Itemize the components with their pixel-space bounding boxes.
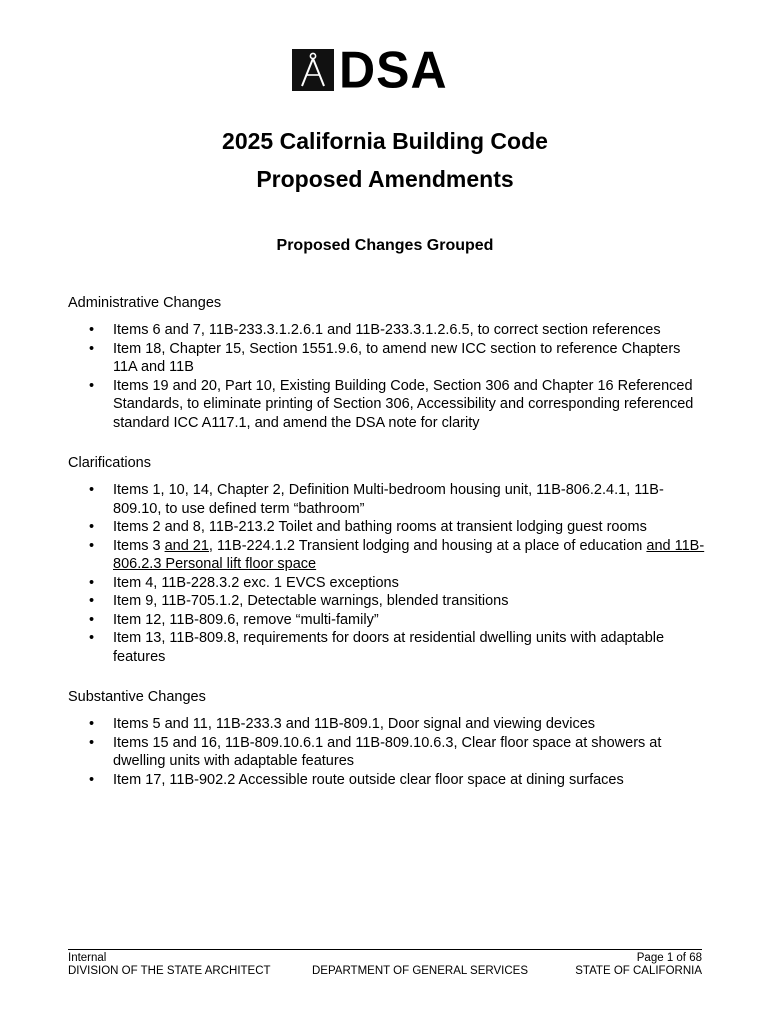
list-item: • Items 6 and 7, 11B-233.3.1.2.6.1 and 11B-233.3.1.2.6.5, to correct section references	[89, 322, 661, 338]
bullet-icon: •	[89, 340, 95, 357]
list-item: • Items 15 and 16, 11B-809.10.6.1 and 11B-809.10.6.3, Clear floor space at showers at dwelling units with adaptable features	[89, 734, 662, 769]
inserted-text: and 11B-806.2.3 Personal lift floor space	[113, 537, 705, 572]
footer-divider	[68, 949, 702, 950]
administrative-heading: Administrative Changes	[68, 295, 222, 311]
list-item: • Items 3 and 21, 11B-224.1.2 Transient lodging and housing at a place of education and 11B-806.2.3 Personal lift floor space	[89, 537, 705, 572]
bullet-icon: •	[89, 630, 95, 646]
list-item: • Item 12, 11B-809.6, remove “multi-family”	[89, 611, 379, 628]
compass-icon	[292, 49, 334, 91]
bullet-icon: •	[89, 377, 95, 394]
list-item: • Item 18, Chapter 15, Section 1551.9.6, to amend new ICC section to reference Chapters 11A and 11B	[89, 340, 681, 375]
administrative-list	[68, 321, 708, 432]
footer-state: STATE OF CALIFORNIA	[575, 965, 702, 977]
list-item: • Items 5 and 11, 11B-233.3 and 11B-809.1, Door signal and viewing devices	[89, 716, 596, 732]
list-item: • Items 1, 10, 14, Chapter 2, Definition Multi-bedroom housing unit, 11B-806.2.4.1, 11B-809.10, to use defined term “bathroom”	[89, 482, 664, 517]
inserted-text: and 21,	[164, 537, 213, 554]
bullet-icon: •	[89, 519, 95, 535]
footer-internal: Internal	[68, 952, 107, 964]
footer-page-number: Page 1 of 68	[636, 952, 702, 964]
list-item: • Items 2 and 8, 11B-213.2 Toilet and bathing rooms at transient lodging guest rooms	[89, 519, 647, 535]
bullet-icon: •	[89, 734, 95, 751]
document-title-line2: Proposed Amendments	[256, 166, 514, 192]
bullet-icon: •	[89, 716, 95, 732]
list-item: • Item 4, 11B-228.3.2 exc. 1 EVCS exceptions	[89, 574, 399, 591]
bullet-icon: •	[89, 771, 95, 788]
bullet-icon: •	[89, 482, 95, 498]
logo-text: DSA	[339, 40, 448, 100]
clarifications-heading: Clarifications	[68, 455, 151, 471]
bullet-icon: •	[89, 322, 95, 338]
footer-department: DEPARTMENT OF GENERAL SERVICES	[312, 965, 528, 977]
clarifications-list	[68, 481, 708, 666]
list-item: • Items 19 and 20, Part 10, Existing Building Code, Section 306 and Chapter 16 Referenced Standards, to eliminate printing of Section 306, Accessibility and corresponding referenced standard ICC A117.1, and amend the DSA note for clarity	[89, 377, 694, 431]
list-item: • Item 17, 11B-902.2 Accessible route outside clear floor space at dining surfaces	[89, 771, 624, 788]
bullet-icon: •	[89, 593, 95, 609]
list-item: • Item 13, 11B-809.8, requirements for doors at residential dwelling units with adaptable features	[89, 630, 665, 665]
substantive-heading: Substantive Changes	[68, 689, 206, 705]
document-subtitle: Proposed Changes Grouped	[276, 237, 494, 254]
bullet-icon: •	[89, 611, 95, 628]
bullet-icon: •	[89, 574, 95, 591]
footer-division: DIVISION OF THE STATE ARCHITECT	[68, 965, 271, 977]
list-item: • Item 9, 11B-705.1.2, Detectable warnings, blended transitions	[89, 593, 509, 609]
document-title: 2025 California Building Code	[222, 128, 548, 154]
substantive-list	[68, 715, 708, 789]
dsa-logo	[292, 40, 448, 100]
bullet-icon: •	[89, 537, 95, 554]
